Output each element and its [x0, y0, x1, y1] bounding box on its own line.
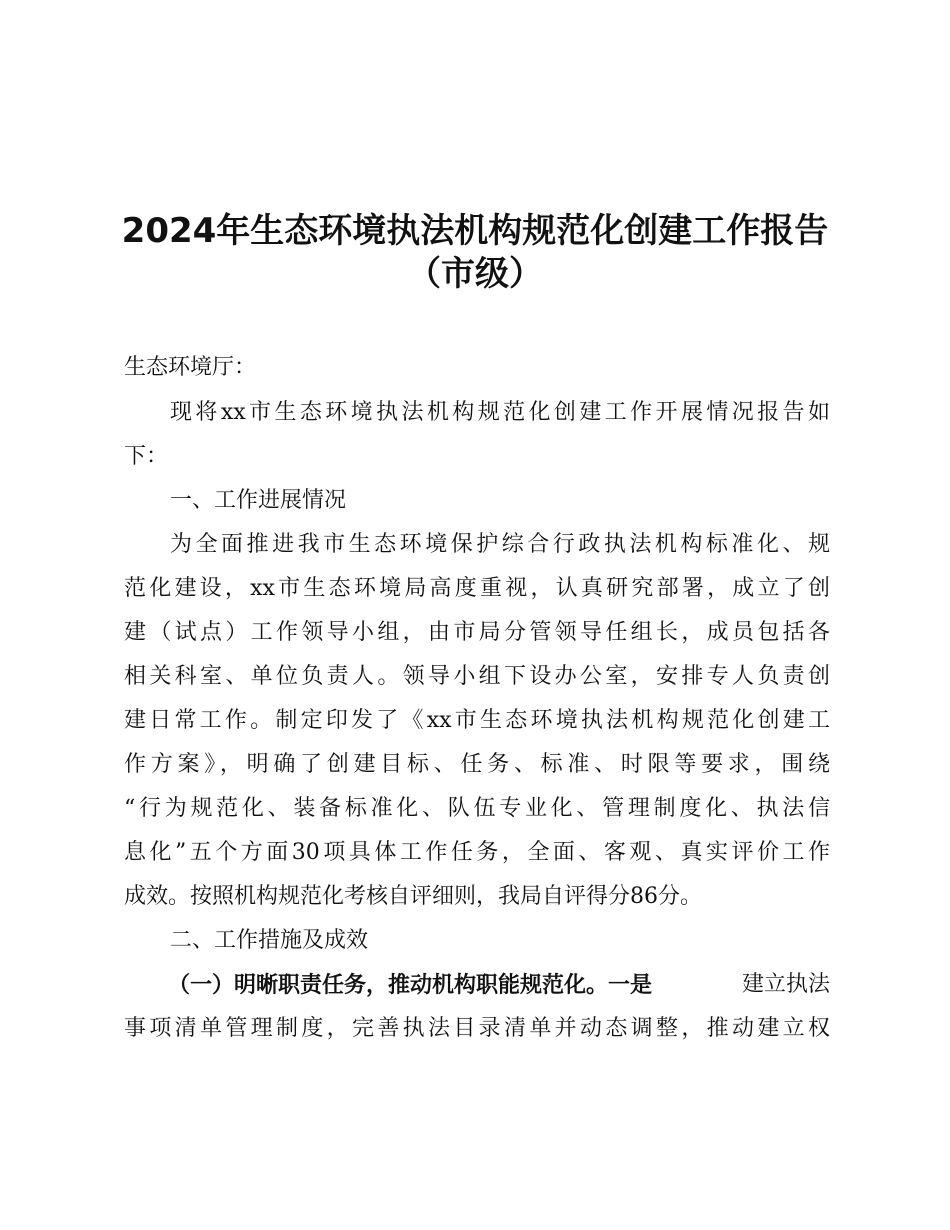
section-1-heading: 一、工作进展情况 — [170, 488, 347, 513]
salutation: 生态环境厅： — [124, 355, 257, 380]
subsection-1-text: 建立执法 — [741, 972, 830, 997]
intro-line-2: 下： — [124, 444, 169, 469]
intro-line-1: 现将xx市生态环境执法机构规范化创建工作开展情况报告如 — [170, 400, 830, 425]
document-title: 2024年生态环境执法机构规范化创建工作报告 — [121, 211, 829, 251]
section-1-line: 作方案》，明确了创建目标、任务、标准、时限等要求，围绕 — [124, 752, 830, 777]
section-1-line: 成效。按照机构规范化考核自评细则，我局自评得分86分。 — [124, 884, 702, 909]
subsection-1-heading: （一）明晰职责任务，推动机构职能规范化。一是 — [168, 972, 653, 998]
section-1-line: 范化建设，xx市生态环境局高度重视，认真研究部署，成立了创 — [124, 576, 830, 601]
section-1-line: 为全面推进我市生态环境保护综合行政执法机构标准化、规 — [170, 532, 830, 557]
section-2-heading: 二、工作措施及成效 — [170, 928, 369, 953]
section-1-line: 息化”五个方面30项具体工作任务，全面、客观、真实评价工作 — [124, 840, 830, 865]
section-2-subheading-line — [168, 970, 830, 1000]
section-1-line: 建（试点）工作领导小组，由市局分管领导任组长，成员包括各 — [124, 620, 830, 645]
section-2-line: 事项清单管理制度，完善执法目录清单并动态调整，推动建立权 — [124, 1016, 830, 1041]
section-1-line: 相关科室、单位负责人。领导小组下设办公室，安排专人负责创 — [124, 664, 830, 689]
section-1-line: 建日常工作。制定印发了《xx市生态环境执法机构规范化创建工 — [124, 708, 830, 733]
section-1-line: “行为规范化、装备标准化、队伍专业化、管理制度化、执法信 — [124, 796, 830, 821]
document-subtitle: （市级） — [407, 254, 543, 294]
